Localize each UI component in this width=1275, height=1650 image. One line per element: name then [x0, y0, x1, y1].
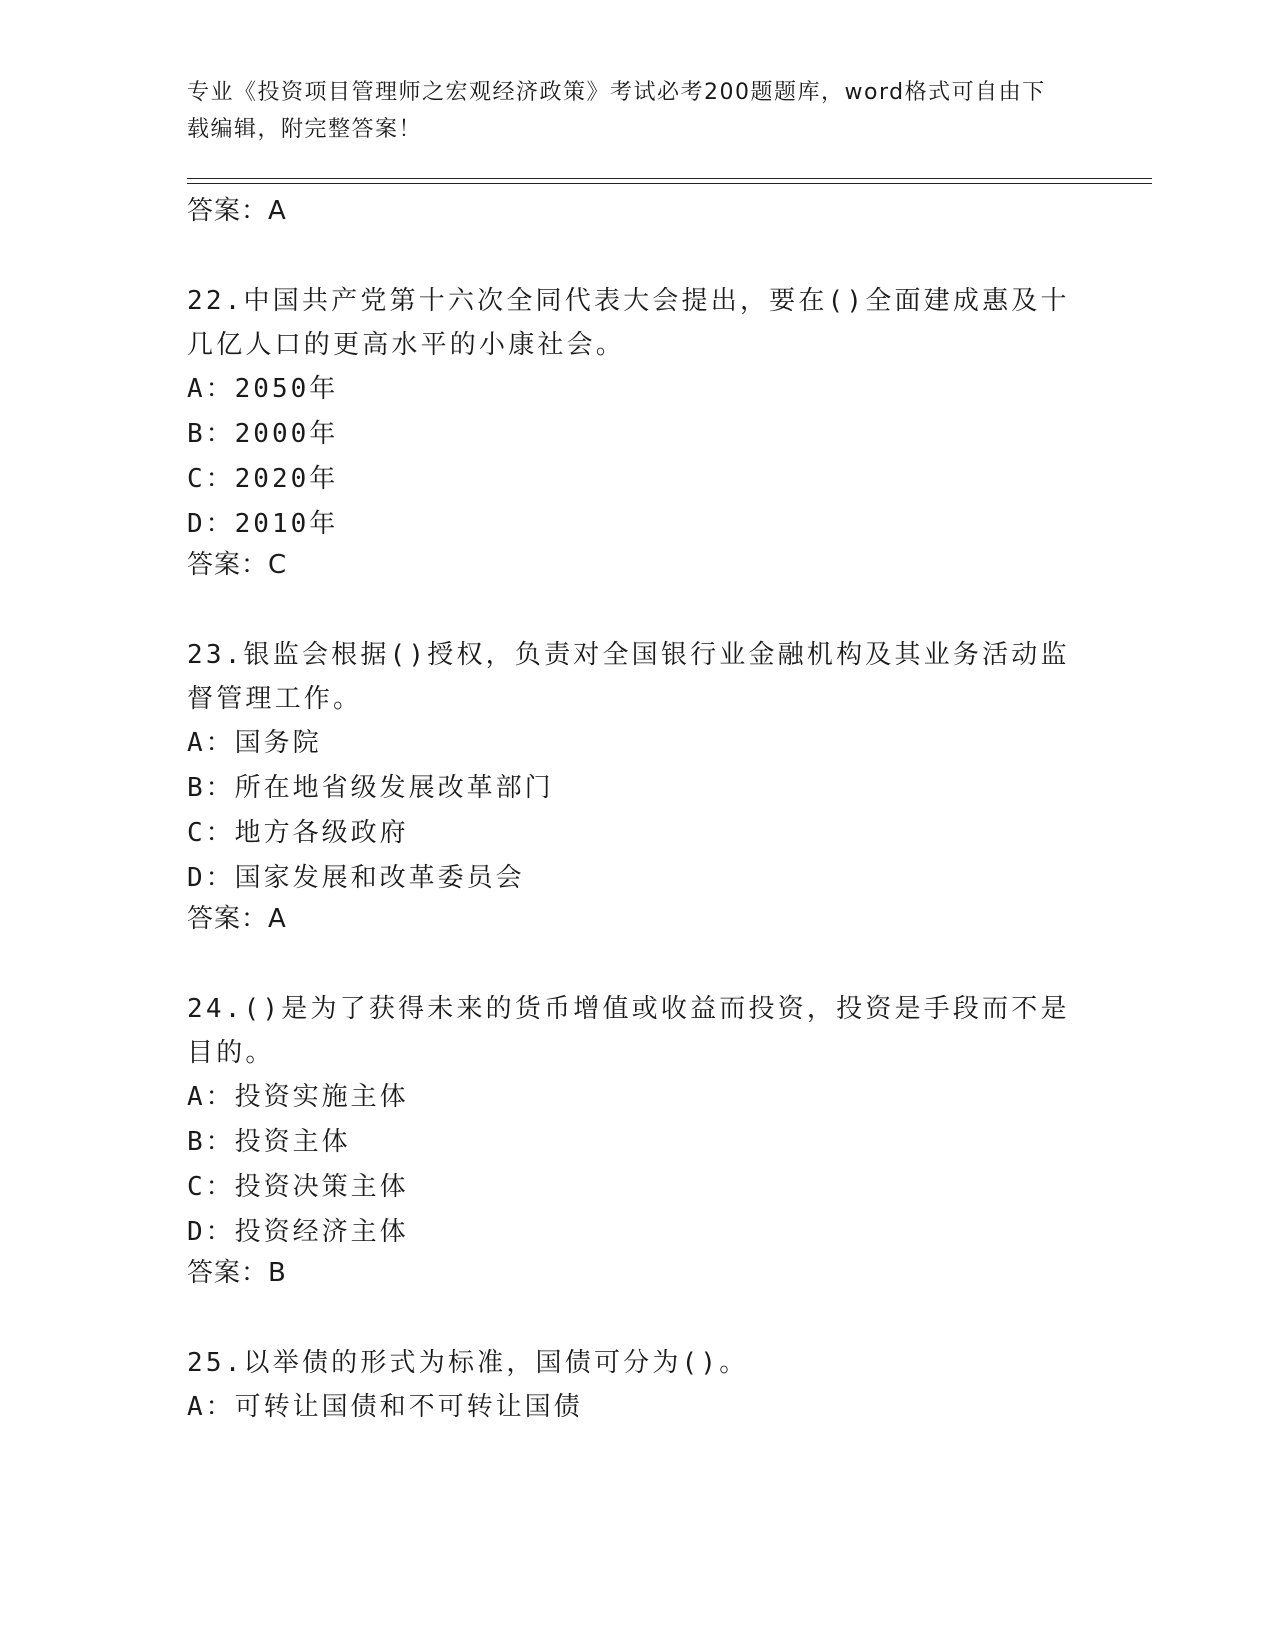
option-a: A：2050年 — [187, 374, 339, 404]
answer-line: 答案：B — [187, 1258, 287, 1288]
answer-line: 答案：C — [187, 550, 288, 580]
answer-line: 答案：A — [187, 904, 287, 934]
option-d: D：投资经济主体 — [187, 1217, 409, 1247]
option-a: A：国务院 — [187, 728, 322, 758]
option-b: B：所在地省级发展改革部门 — [187, 773, 554, 803]
question-list — [187, 193, 1087, 1430]
option-d: D：2010年 — [187, 509, 339, 539]
question-25 — [187, 1341, 1087, 1430]
option-c: C：投资决策主体 — [187, 1172, 409, 1202]
document-header: 专业《投资项目管理师之宏观经济政策》考试必考200题题库，word格式可自由下载编辑，附完整答案！ — [187, 80, 1046, 142]
option-b: B：投资主体 — [187, 1127, 351, 1157]
option-b: B：2000年 — [187, 419, 339, 449]
option-a: A：投资实施主体 — [187, 1082, 409, 1112]
question-24 — [187, 987, 1087, 1291]
option-d: D：国家发展和改革委员会 — [187, 863, 525, 893]
option-c: C：地方各级政府 — [187, 818, 409, 848]
answer-line: 答案：A — [187, 196, 287, 226]
question-text: 24.()是为了获得未来的货币增值或收益而投资，投资是手段而不是目的。 — [187, 994, 1070, 1068]
option-a: A：可转让国债和不可转让国债 — [187, 1392, 583, 1422]
question-text: 23.银监会根据()授权，负责对全国银行业金融机构及其业务活动监督管理工作。 — [187, 640, 1070, 714]
question-text: 22.中国共产党第十六次全同代表大会提出，要在()全面建成惠及十几亿人口的更高水平的小康社会。 — [187, 286, 1070, 360]
header-divider-bottom — [187, 183, 1152, 184]
header-divider-top — [187, 178, 1152, 179]
question-22 — [187, 279, 1087, 583]
option-c: C：2020年 — [187, 464, 339, 494]
question-23 — [187, 633, 1087, 937]
question-text: 25.以举债的形式为标准，国债可分为()。 — [187, 1348, 749, 1378]
